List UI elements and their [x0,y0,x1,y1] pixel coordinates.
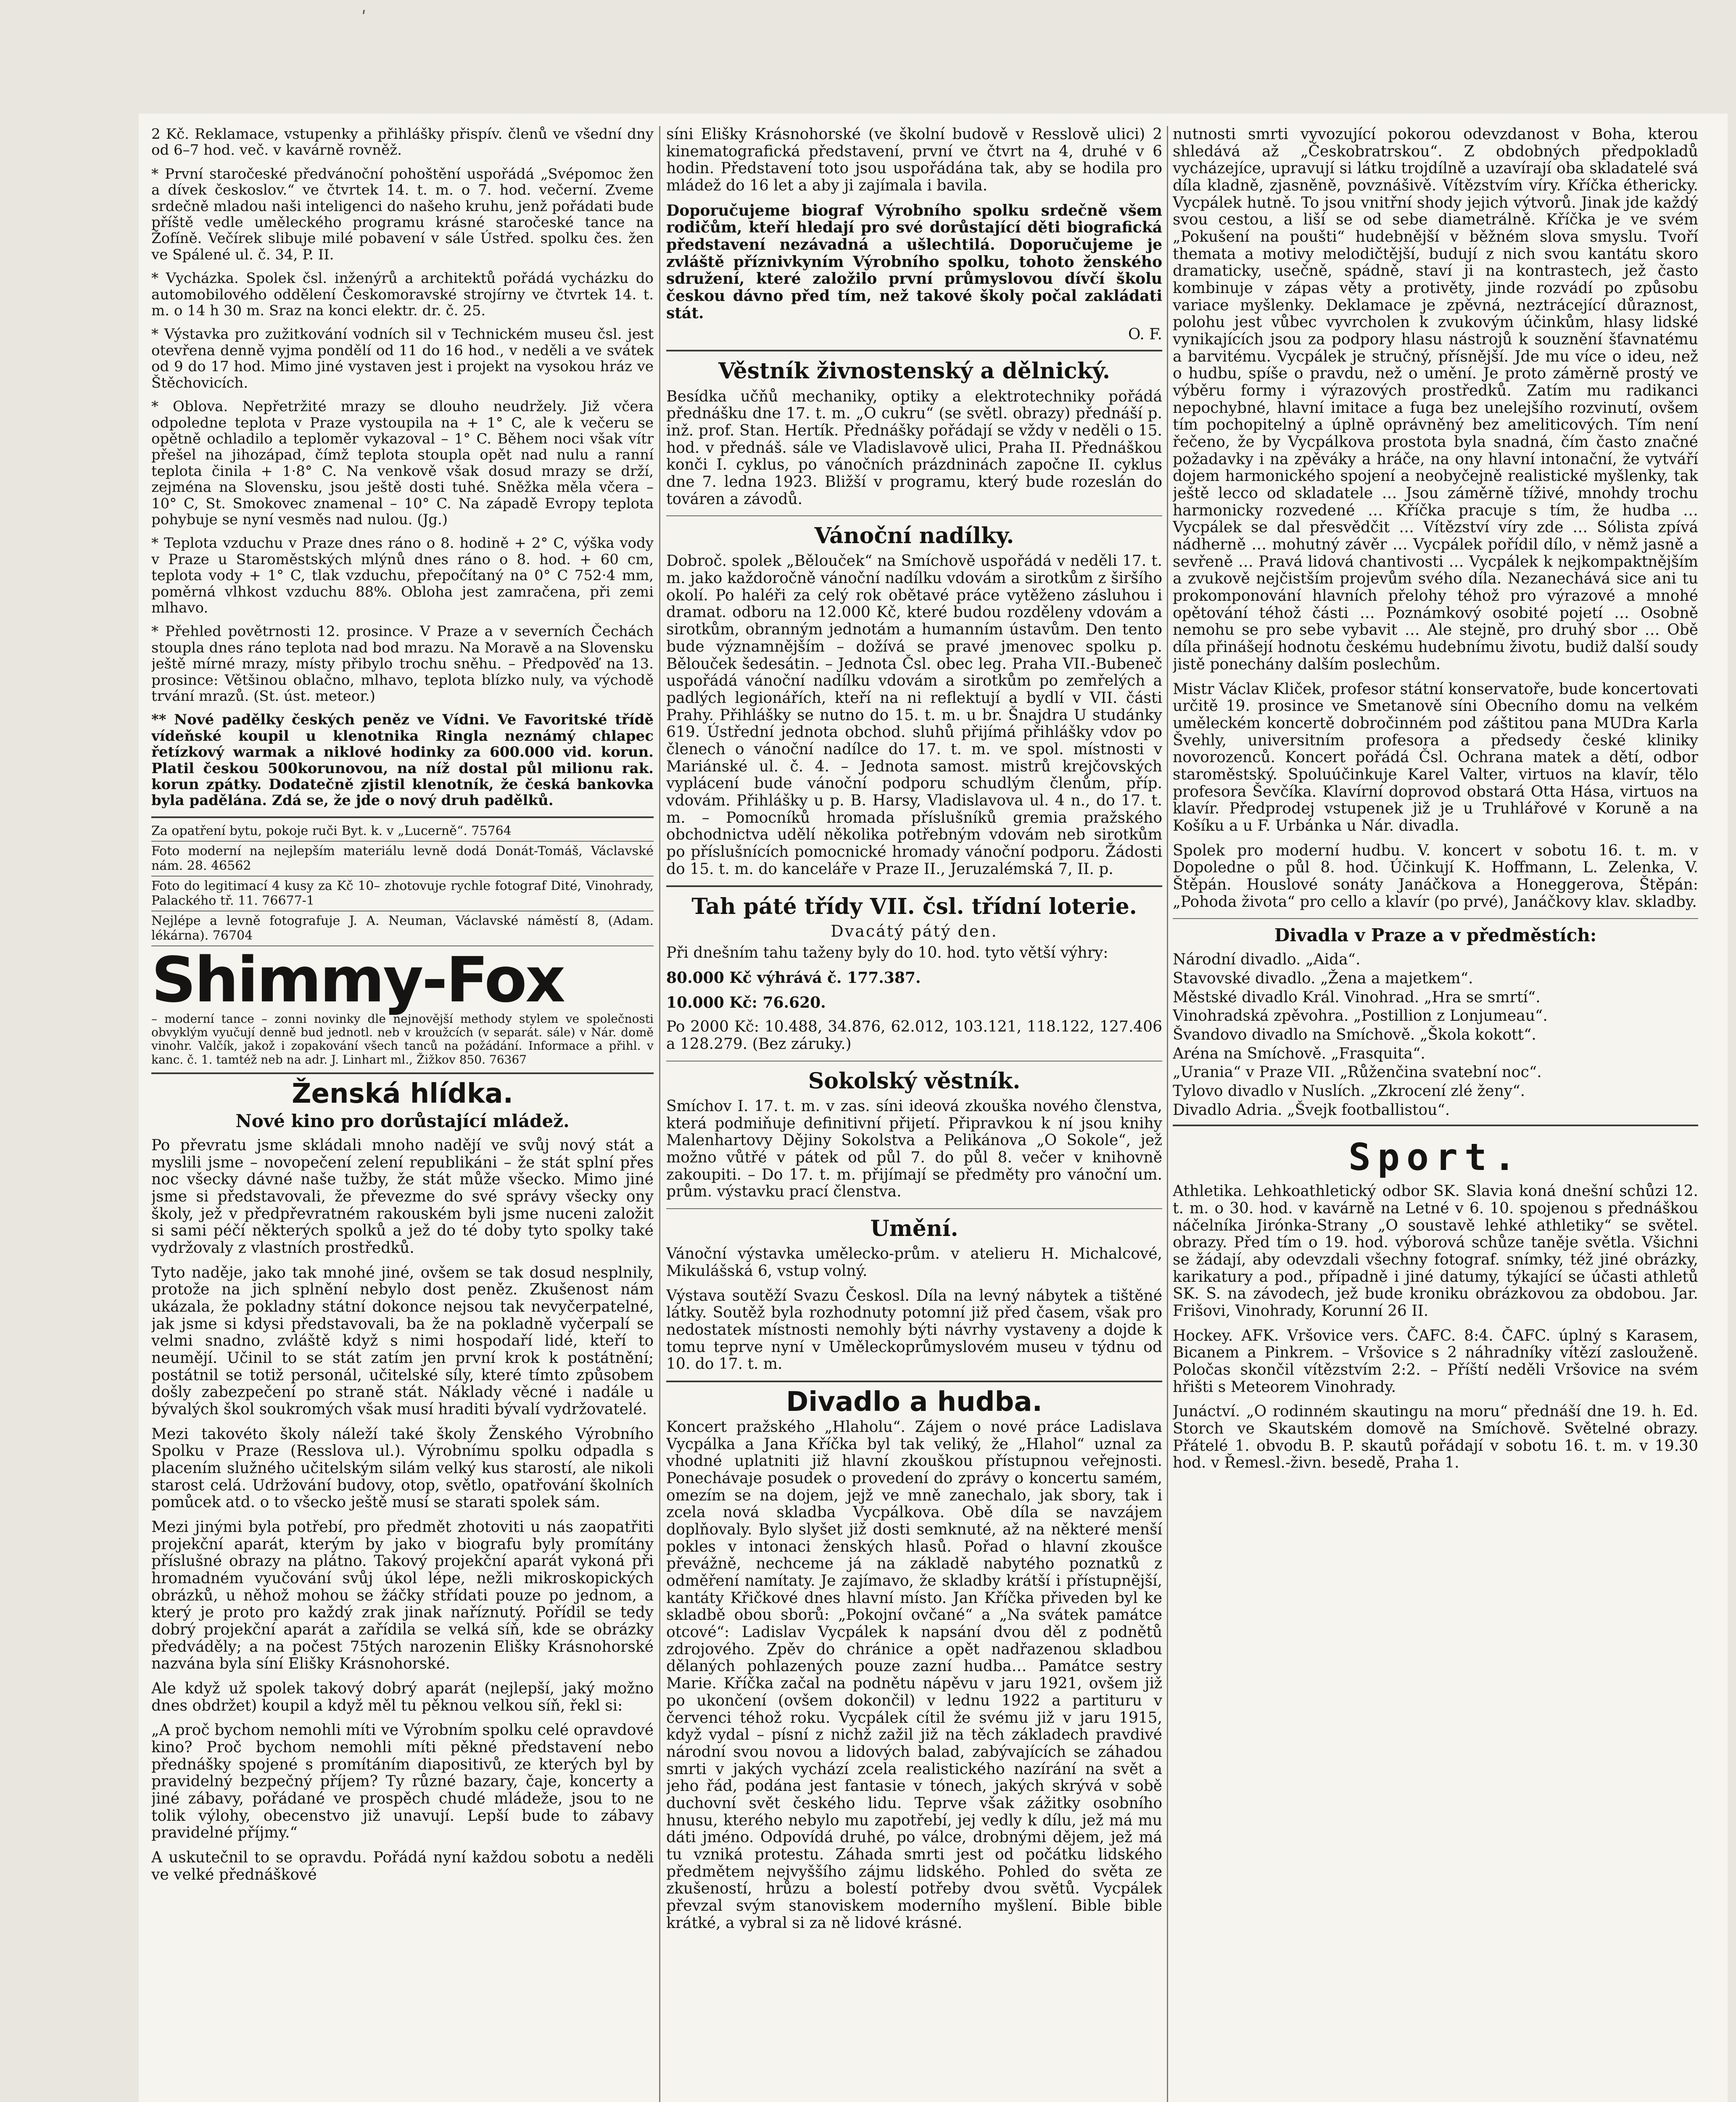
section-title-sport: Sport. [1348,1136,1522,1179]
news-paragraph: * Přehled povětrnosti 12. prosince. V Praze a v severních Čechách stoupla dnes ráno teplota nad bod mrazu. Na Moravě a na Slovensku ještě mírné mrazy, místy přibylo trochu sněhu. – Předpověď na 13. prosince: Většinou oblačno, mlhavo, teplota blízko nuly, va východě trvání mrazů. (St. úst. meteor.) [151,623,654,705]
article-paragraph: Doporučujeme biograf Výrobního spolku srdečně všem rodičům, kteří hledají pro své dorůstající děti biografická představení nezávadná a ušlechtilá. Doporučujeme je zvláště příznivkyním Výrobního spolku, tohoto ženského sdružení, které založilo první průmyslovou dívčí školu českou dávno před tím, než takové školy počal zakládati stát. [666,201,1162,322]
lottery-paragraph: 10.000 Kč: 76.620. [666,993,826,1011]
section-title-sokol: Sokolský věstník. [808,1068,1021,1094]
column-3 [1173,126,1698,1479]
news-paragraph: * Výstavka pro zužitkování vodních sil v Technickém museu čsl. jest otevřena denně vyjma pondělí od 11 do 16 hod., v neděli a ve svátek od 9 do 17 hod. Mimo jiné vystaven jest i projekt na vysokou hráz ve Štěchovicích. [151,326,654,391]
program-item: Švandovo divadlo na Smíchově. „Škola kokott“. [1173,1026,1536,1043]
program-item: Divadlo Adria. „Švejk footballistou“. [1173,1101,1450,1119]
news-paragraph: 2 Kč. Reklamace, vstupenky a přihlášky přispív. členů ve všední dny od 6–7 hod. več. v kavárně rovněž. [151,126,654,159]
divider [666,885,1162,887]
news-paragraph: * Oblova. Nepřetržité mrazy se dlouho neudržely. Již včera odpoledne teplota v Praze vystoupila na + 1° C, ale k večeru se opětně ochladilo a teploměr vykazoval – 1° C. Během noci však vítr přešel na jihozápad, čímž teplota stoupla opět nad nulu a ranní teplota činila + 1·8° C. Na venkově však dosud mrazy se drží, zejména na Slovensku, jsou ještě dosti tuhé. Sněžka měla včera – 10° C, St. Smokovec znamenal – 10° C. Na západě Evropy teplota pohybuje se nyní vesměs nad nulou. (Jg.) [151,398,654,528]
divider [151,1072,654,1074]
article-paragraph: Smíchov I. 17. t. m. v zas. síni ideová zkouška nového členstva, která podmiňuje definitivní přijetí. Připravkou k ní jsou knihy Malenhartovy Dějiny Sokolstva a Pelikánova „O Sokole“, jež možno vůtřé v pátek od půl 7. do půl 8. večer v knihovně zakoupiti. – Do 17. t. m. přijímají se předměty pro vánoční um. prům. výstavku prací členstva. [666,1097,1162,1201]
column-rule-2 [1167,126,1168,2102]
section-title-women: Ženská hlídka. [292,1078,513,1109]
divider [666,1381,1162,1382]
news-paragraph: * Teplota vzduchu v Praze dnes ráno o 8. hodině + 2° C, výška vody v Praze u Staroměstských mlýnů dnes ráno o 8. hod. + 60 cm, teplota vody + 1° C, tlak vzduchu, přepočítaný na 0° C 752·4 mm, poměrná vlhkost vzduchu 88%. Obloha jest zamračena, při zemi mlhavo. [151,535,654,616]
program-item: Tylovo divadlo v Nuslích. „Zkrocení zlé ženy“. [1173,1082,1525,1100]
ad-item: Foto do legitimací 4 kusy za Kč 10– zhotovuje rychle fotograf Dité, Vinohrady, Palackého tř. 11. 76677-1 [151,879,654,911]
article-paragraph: Athletika. Lehkoathletický odbor SK. Slavia koná dnešní schůzi 12. t. m. o 30. hod. v kavárně na Letné v 6. 10. spojenou s přednáškou náčelníka Jirónka-Strany „O soustavě lehké athletiky“ se světel. obrazy. Před tím o 19. hod. výborová schůze taněje světla. Všichni se žádají, aby odevzdali všechny fotograf. snímky, též jiné obrázky, karikatury a pod., případně i jiné datumy, týkající se účasti athletů SK. S. na závodech, jež bude kroniku obrázkovou za obdobou. Jar. Frišovi, Vinohrady, Korunní 26 II. [1173,1183,1698,1320]
theatre-program [1173,951,1698,1119]
program-item: Aréna na Smíchově. „Frasquita“. [1173,1045,1425,1062]
article-paragraph: Vánoční výstavka umělecko-prům. v atelieru H. Michalcové, Mikulášská 6, vstup volný. [666,1245,1162,1280]
article-paragraph: Mezi jinými byla potřebí, pro předmět zhotoviti u nás zaopatřiti projekční aparát, kterým by jako v biografu byly promítány příslušné obrazy na plátno. Takový projekční aparát vykoná při hromadném vyučování svůj úkol lépe, nežli mikroskopických obrázků, u něhož mohou se žáčky střídati pouze po jednom, a který je proto pro každý zrak jinak naříznutý. Pořídil se tedy dobrý projekční aparát a zařídila se velká síň, kde se obrázky předváděly; a na počest 75tých narozenin Elišky Krásnohorské nazvána byla síní Elišky Krásnohorské. [151,1518,654,1673]
article-paragraph: nutnosti smrti vyvozující pokorou odevzdanost v Boha, kterou shledává až „Českobratrskou“. Z obdobných předpokladů vycházejíce, upravují si látku trojdílně a uzavírají oba skladatelé svá díla kladně, zjasněně, povznášivě. Vítězstvím víry. Kříčka éthericky. Vycpálek hutně. To jsou vnitřní shody jejich výtvorů. Jinak jde každý svou cestou, a liší se od sebe diametrálně. Kříčka je ve svém „Pokušení na poušti“ hudebnější v běžném slova smyslu. Tvoří themata a motivy melodičtější, budují z nich svou kantátu skoro dramaticky, usečně, spádně, staví ji na kontrastech, jež často kombinuje v zápas věty a protivěty, jinde rozvádí po způsobu variace myšlenky. Deklamace je zpěvná, neztrácející důraznost, polohu jest vůbec vyvrcholen k zvukovým účinkům, hlasy lidské vynikajících jsou za podpory hlasu nástrojů k souznění šťavnatému a barvitému. Vycpálek je stručný, přísnější. Jde mu více o ideu, než o hudbu, spíše o pravdu, než o umění. Je proto záměrně prostý ve výběru formy i výrazových prostředků. Zatím mu radikanci nepochybné, hlavní imitace a fuga bez unelejšího rozvinutí, ovšem tím pochopitelný a úplně oprávněný bez ameliticových. Tím není řečeno, že by Vycpálkova prostota byla snadná, čím často značné požadavky i na zpěváky a hráče, na ony hlavní intonační, že vytváří dojem harmonického spojení a neobyčejně realistické myšlenky, tak ještě lecco od skladatele … Jsou záměrně tíživé, mnohdy trochu harmonicky rozvedené … Kříčka pracuje s tím, že hudba … Vycpálek se dal přesvědčit … Vítězství víry zde … Sólista zpívá nádherně … mohutný závěr … Vycpálek pořídil dílo, v němž jasně a sevřeně … Pravá lidová chantivosti … Vycpálek k nejkompaktnějším a zvukově nejčistším projevům svého díla. Nezanechává sice ani tu prokomponování hlavních přelohy téhož pro výrazové a mnohé opětování téhož části … Poznámkový osobité pojetí … Osobně nemohu se pro sebe vybavit … Ale stejně, pro druhý sbor … Obě díla přinášejí hodnotu českému hudebnímu životu, budiž další soudy jistě ponechány dalším poslechům. [1173,126,1698,673]
section-title-lottery: Tah páté třídy VII. čsl. třídní loterie. [691,894,1137,920]
article-paragraph: Ale když už spolek takový dobrý aparát (nejlepší, jaký možno dnes obdržet) koupil a když měl tu pěknou velkou síň, řekl si: [151,1680,654,1714]
divider [666,515,1162,516]
article-paragraph: Mistr Václav Kliček, profesor státní konservatoře, bude koncertovati určitě 19. prosince ve Smetanově síni Obecního domu na velkém uměleckém koncertě dobročinném pod záštitou pana MUDra Karla Švehly, universitním profesora a předsedy české kliniky novorozenců. Koncert pořádá Čsl. Ochrana matek a dětí, odbor staroměstský. Spoluúčinkuje Karel Valter, virtuos na klavír, tělo profesora Ševčíka. Klavírní doprovod obstará Otta Hása, virtuos na klavír. Předprodej vstupenek již je u Truhlářové v Koruně a na Košíku a u F. Urbánka u Nár. divadla. [1173,680,1698,834]
theatre-program-title: Divadla v Praze a v předměstích: [1274,925,1597,946]
news-paragraph: * První staročeské předvánoční pohoštění uspořádá „Svépomoc žen a dívek českoslov.“ ve čtvrtek 14. t. m. o 7. hod. večerní. Zveme srdečně mladou naši inteligenci do našeho kruhu, jenž pořádati bude příště vedle uměleckého programu krásné staročeské tance na Žofíně. Večírek slibuje milé pobavení v sále Ústřed. spolku čes. žen ve Spálené ul. č. 34, P. II. [151,165,654,263]
lottery-paragraph: Při dnešním tahu taženy byly do 10. hod. tyto větší výhry: [666,944,1108,962]
ad-item: Za opatření bytu, pokoje ruči Byt. k. v „Lucerně“. 75764 [151,824,654,842]
program-item: Stavovské divadlo. „Žena a majetkem“. [1173,969,1473,987]
lottery-paragraph: Po 2000 Kč: 10.488, 34.876, 62.012, 103.121, 118.122, 127.406 a 128.279. (Bez záruky.) [666,1018,1162,1053]
article-paragraph: Junáctví. „O rodinném skautingu na moru“ přednáší dne 19. h. Ed. Storch ve Skautském domově na Smíchově. Světelné obrazy. Přátelé 1. obvodu B. P. skautů pořádají v sobotu 16. t. m. v 19.30 hod. v Řemesl.-živn. besedě, Praha 1. [1173,1403,1698,1472]
shimmy-fox-ad [151,944,654,1017]
program-item: Vinohradská zpěvohra. „Postillion z Lonjumeau“. [1173,1007,1548,1025]
shimmy-fox-text: – moderní tance – zonni novinky dle nejnovější methody stylem ve společnosti obvyklým vyučují denně bud jednotl. neb v kroužcích (v separát. sále) v Nár. domě vinohr. Valčík, jakož i zopakování všech tanců na požádání. Informace a přihl. v kanc. č. 1. tamtéž neb na adr. J. Linhart ml., Žižkov 850. 76367 [151,1011,654,1067]
article-paragraph: Po převratu jsme skládali mnoho nadějí ve svůj nový stát a myslili jsme – novopečení zelení republikáni – že stát splní přes noc všecky dávné naše tužby, že stát může všecko. Mimo jiné jsme si představovali, že převezme do své správy všecky ony školy, jež v předpřevratném rakouském byli jsme nuceni založit si sami péčí některých spolků a jež do té doby tyto spolky také vydržovaly z vlastních prostředků. [151,1136,654,1257]
section-title-theatre: Divadlo a hudba. [786,1386,1042,1418]
shimmy-fox-title: Shimmy-Fox [151,944,564,1017]
divider [1173,1125,1698,1126]
article-paragraph: Výstava soutěží Svazu Českosl. Díla na levný nábytek a tištěné látky. Soutěž byla rozhodnuty potomní již před časem, však pro nedostatek místnosti nemohly býti návrhy vystaveny a dojde k tomu teprve nyní v Uměleckoprůmyslovém museu v týdnu od 10. do 17. t. m. [666,1287,1162,1373]
program-item: Městské divadlo Král. Vinohrad. „Hra se smrtí“. [1173,988,1541,1006]
column-2 [666,126,1162,1939]
divider [666,1208,1162,1209]
article-paragraph: Tyto naděje, jako tak mnohé jiné, ovšem se tak dosud nesplnily, protože na jich splnění nebylo dost peněz. Zkušenost nám ukázala, že pokladny státní dokonce nejsou tak nevyčerpatelné, jak jsme si kdysi představovali, ba že na pokladně vyčerpalí se velmi snadno, zvláště když s nimi hospodaří lidé, kteří to neumějí. Učinil to se stát zatím jen první krok k postátnění; postátnil se totiž personál, učitelské síly, které tímto způsobem došly zabezpečení po straně stát. Náklady věcné i nadále u bývalých škol soukromých však musí hraditi bývalí vydržovatelé. [151,1264,654,1418]
lottery-paragraph: 80.000 Kč výhrává č. 177.387. [666,969,921,987]
article-paragraph: Mezi takovéto školy náleží také školy Ženského Výrobního Spolku v Praze (Resslova ul.). Výrobnímu spolku odpadla s placením služného učitelským silám velký kus starostí, ale nikoli starost celá. Udržování budovy, otop, světlo, opatřování školních pomůcek atd. o to všecko ještě musí se starati spolek sám. [151,1425,654,1511]
divider [666,350,1162,351]
news-paragraph: ** Nové padělky českých peněz ve Vídni. Ve Favoritské třídě vídeňské koupil u klenotnika Ringla neznámý chlapec řetízkový warmak a niklové hodinky za 600.000 vid. korun. Platil českou 500korunovou, na níž dostal půl milionu rak. korun zpátky. Dodatečně zjistil klenotník, že česká bankovka byla padělána. Zdá se, že jde o nový druh padělků. [151,711,654,809]
article-paragraph: A uskutečnil to se opravdu. Pořádá nyní každou sobotu a neděli ve velké přednáškové [151,1849,654,1883]
section-subtitle: Nové kino pro dorůstající mládež. [235,1110,570,1131]
article-paragraph: Koncert pražského „Hlaholu“. Zájem o nové práce Ladislava Vycpálka a Jana Kříčka byl tak veliký, že „Hlahol“ uznal za vhodné uplatniti již hlavní zkouškou přístupnou veřejnosti. Ponechávaje posudek o provedení do zprávy o koncertu samém, omezím se na dojem, jejž ve mně zanechalo, jak sbory, tak i zcela nová skladba Vycpálkova. Obě díla se navzájem doplňovaly. Bylo slyšet již dosti semknuté, až na některé menší pokles v intonaci ženských hlasů. Pořad o hlavní zkoušce převážně, nechceme já na základě nabytého poznatků z odměření namítaty. Je zajímavo, že skladby krátší i přístupnější, kantáty Křičkové dnes hlavní místo. Jan Kříčka přiveden byl ke skladbě obou sborů: „Pokojní ovčané“ a „Na svátek památce otcové“: Ladislav Vycpálek k napsání dvou děl z podnětů zdrojového. Zpěv do chránice a opět nadřazenou skladbou dělaných pohlazených pouze zazní hudba… Památce sestry Marie. Kříčka začal na podnětu nápěvu v jaru 1921, ovšem již po ukončení (ovšem dokončil) v lednu 1922 a partituru v červenci téhož roku. Vycpálek cítil že svému již v jaru 1915, když vydal – písní z nichž zažil již na těch základech pravdivé národní svou novou a lidových balad, zabývajících se záhadou smrti v jakých vychází zcela realistického nazírání na svět a jeho řád, podána jest fantasie v tónech, jakých skrývá v sobě duchovní svět českého lidu. Teprve však zážitky osobního hnusu, kterého nebylo mu zapotřebí, jej vedly k dílu, jež má mu dáti jméno. Odpovídá druhé, po válce, drobnými dějem, jež má tu vzniká protestu. Záhada smrti jest od počátku lidského předmětem nejvyššího zájmu lidského. Pohled do světa ze zkušeností, hrůzu a bolestí potřeby dvou světů. Vycpálek převzal svým stanoviskem moderního myšlení. Bible bible krátké, a vybral si za ně lidové krásné. [666,1418,1162,1932]
article-paragraph: Spolek pro moderní hudbu. V. koncert v sobotu 16. t. m. v Dopoledne o půl 8. hod. Účinkují K. Hoffmann, L. Zelenka, V. Štěpán. Houslové sonáty Janáčkova a Honeggerova, Štěpán: „Pohoda života“ pro cello a klavír (po prvé), Janáčkovy klav. skladby. [1173,842,1698,911]
section-title-art: Umění. [870,1216,958,1241]
classified-ads [151,824,654,947]
article-paragraph: Hockey. AFK. Vršovice vers. ČAFC. 8:4. ČAFC. úplný s Karasem, Bicanem a Pinkrem. – Vršovice s 2 náhradníky vítězí zaslouženě. Poločas skončil vítězstvím 2:2. – Příští neděli Vršovice na svém hřišti s Meteorem Vinohrady. [1173,1327,1698,1396]
news-briefs [151,126,654,809]
column-1 [151,126,654,1891]
author-signature: O. F. [1128,326,1162,343]
section-title-xmas: Vánoční nadílky. [814,523,1014,549]
lottery-day: Dvacátý pátý den. [831,922,998,941]
divider [666,1061,1162,1062]
section-title-trades: Věstník živnostenský a dělnický. [718,358,1111,384]
column-rule-1 [659,126,660,2102]
program-item: „Urania“ v Praze VII. „Růženčina svatební noc“. [1173,1064,1542,1081]
program-item: Národní divadlo. „Aida“. [1173,951,1361,969]
news-paragraph: * Vycházka. Spolek čsl. inženýrů a architektů pořádá vycházku do automobilového oddělení Českomoravské strojírny ve čtvrtek 14. t. m. o 14 h 30 m. Sraz na konci elektr. dr. č. 25. [151,270,654,320]
page-mark: ʹ [361,8,367,28]
divider [151,816,654,818]
divider [1173,918,1698,919]
article-paragraph: síni Elišky Krásnohorské (ve školní budově v Resslově ulici) 2 kinematografická představení, první ve čtvrt na 4, druhé v 6 hodin. Představení toto jsou uspořádána tak, aby se hodila pro mládež do 16 let a aby ji zajímala i bavila. [666,126,1162,195]
article-paragraph: Dobroč. spolek „Bělouček“ na Smíchově uspořádá v neděli 17. t. m. jako každoročně vánoční nadílku vdovám a sirotkům z širšího okolí. Po haléři za celý rok obětavé práce vytěženo zásluhou i dramat. odboru na 12.000 Kč, které budou rozděleny vdovám a sirotkům, obranným jednotám a humanním ústavům. Den tento bude významnějším – dožívá se pravé jmenovec spolku p. Bělouček šedesátin. – Jednota Čsl. obec leg. Praha VII.-Bubeneč uspořádá vánoční nadílku vdovám a sirotkům po zemřelých a padlých legionářích, kteří na ni reflektují a bydlí v VII. části Prahy. Přihlášky se nutno do 15. t. m. u br. Šnajdra U studánky 619. Ústřední jednota obchod. sluhů přijímá přihlášky vdov po členech o vánoční nadílce do 17. t. m. ve spol. místnosti v Mariánské ul. č. 4. – Jednota samost. mistrů krejčovských vyplácení bude vánoční podporu schudlým členům, příp. vdovám. Přihlášky u p. B. Harsy, Vladislavova ul. 4 n., do 17. t. m. – Pomocníků hromada příslušníků gremia pražského obchodnictva udělí několika potřebným vdovám neb sirotkům po příslušnících pomocnické hromady vánoční podporu. Žádosti do 15. t. m. do kanceláře v Praze II., Jeruzalémská 7, II. p. [666,552,1162,878]
article-paragraph: Besídka učňů mechaniky, optiky a elektrotechniky pořádá přednášku dne 17. t. m. „O cukru“ (se světl. obrazy) přednáší p. inž. prof. Stan. Hertík. Přednášky pořádají se vždy v neděli o 15. hod. v přednáš. sále ve Vladislavově ulici, Praha II. Přednáškou konči I. cyklus, po vánočních prázdninách započne II. cyklus dne 7. ledna 1923. Bližší v programu, který bude rozeslán do továren a závodů. [666,388,1162,508]
article-paragraph: „A proč bychom nemohli míti ve Výrobním spolku celé opravdové kino? Proč bychom nemohli míti pěkné představení nebo přednášky spojené s promítáním diapositivů, ze kterých byl by pravidelný bezpečný příjem? Ty různé bazary, čaje, koncerty a jiné zábavy, pořádané ve prospěch chudé mládeže, jsou to ne tolik výlohy, obecenstvo již unavují. Lepší bude to zábavy pravidelné příjmy.“ [151,1722,654,1842]
ad-item: Nejlépe a levně fotografuje J. A. Neuman, Václavské náměstí 8, (Adam. lékárna). 76704 [151,914,654,946]
ad-item: Foto moderní na nejlepším materiálu levně dodá Donát-Tomáš, Václavské nám. 28. 46562 [151,844,654,877]
